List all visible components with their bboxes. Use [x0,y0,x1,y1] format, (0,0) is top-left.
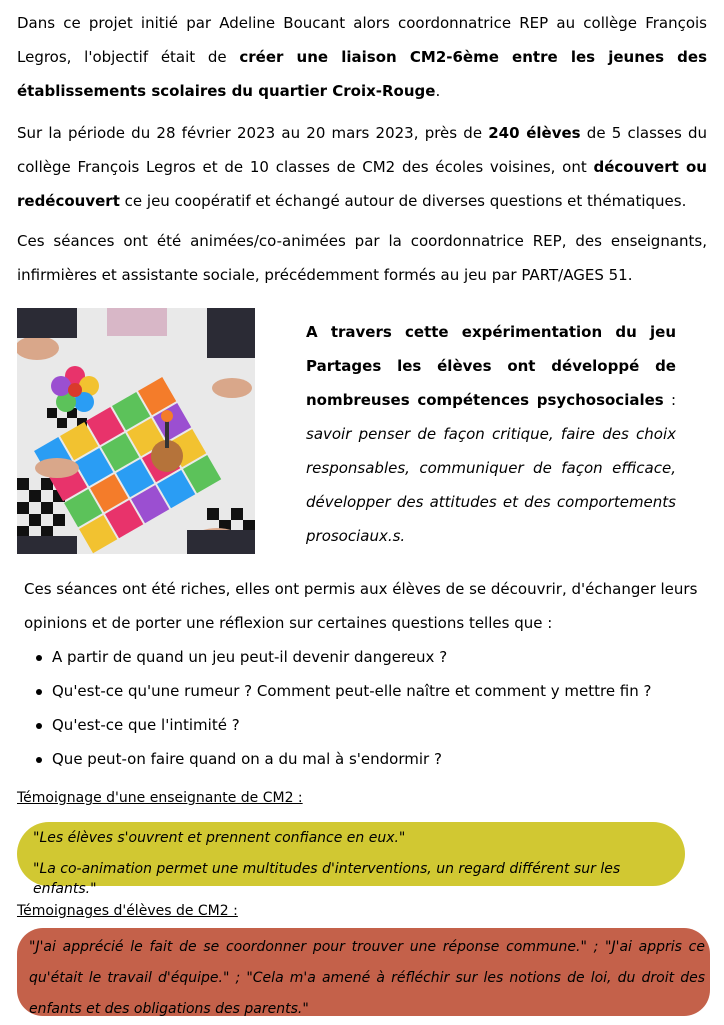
classes-text: de 5 classes du collège François Legros et de 10 classes de CM2 des écoles voisines, ont [17,124,707,176]
students-quote: "J'ai apprécié le fait de se coordonner pour trouver une réponse commune." ; "J'ai appris ce qu'était le travail d'équipe." ; "Cela m'a amené à réfléchir sur les notions de loi, du droit des enfants et des obligations des parents." [29,939,705,1017]
game-board-illustration [17,308,255,554]
teacher-quote-2: "La co-animation permet une multitudes d'interventions, un regard différent sur les enfants." [33,861,621,897]
intro-text: Dans ce projet initié par Adeline Boucant alors coordonnatrice REP au collège François Legros, l'objectif était de [17,14,707,66]
bullet-icon [36,757,42,763]
skills-list: savoir penser de façon critique, faire des choix responsables, communiquer de façon efficace, développer des attitudes et des comportements prosociaux.s. [306,425,676,545]
students-testimony-box [17,928,710,1016]
game-board-photo [17,308,255,554]
questions-list [24,640,704,776]
skills-heading: A travers cette expérimentation du jeu Partages les élèves ont développé de nombreuses compétences psychosociales [306,323,676,409]
list-item [24,674,704,708]
bullet-icon [36,655,42,661]
teacher-quote-1: "Les élèves s'ouvrent et prennent confiance en eux." [33,830,406,846]
discovery-highlight: découvert ou redécouvert [17,158,707,210]
reflection-paragraph: Ces séances ont été riches, elles ont permis aux élèves de se découvrir, d'échanger leurs opinions et de porter une réflexion sur certaines questions telles que : [24,580,698,632]
game-text: ce jeu coopératif et échangé autour de diverses questions et thématiques. [119,192,687,210]
students-testimony-label: Témoignages d'élèves de CM2 : [17,903,238,919]
intro-paragraph-2 [17,116,707,218]
period-text: Sur la période du 28 février 2023 au 20 mars 2023, près de [17,124,489,142]
question-text: A partir de quand un jeu peut-il devenir dangereux ? [52,648,448,666]
skills-paragraph [306,315,676,553]
question-text: Qu'est-ce qu'une rumeur ? Comment peut-elle naître et comment y mettre fin ? [52,682,652,700]
teacher-testimony-box [17,822,685,897]
question-text: Que peut-on faire quand on a du mal à s'endormir ? [52,750,442,768]
bullet-icon [36,689,42,695]
intro-highlight: créer une liaison CM2-6ème entre les jeunes des établissements scolaires du quartier Croix-Rouge [17,48,708,100]
skills-colon: : [663,391,677,409]
list-item [24,742,704,776]
intro-paragraph-3: Ces séances ont été animées/co-animées par la coordonnatrice REP, des enseignants, infirmières et assistante sociale, précédemment formés au jeu par PART/AGES 51. [17,232,707,284]
intro-period: . [435,82,441,100]
intro-paragraph-1 [17,6,707,108]
teacher-testimony-label: Témoignage d'une enseignante de CM2 : [17,790,303,806]
list-item [24,708,704,742]
question-text: Qu'est-ce que l'intimité ? [52,716,240,734]
bullet-icon [36,723,42,729]
student-count: 240 élèves [488,124,581,142]
list-item [24,640,704,674]
